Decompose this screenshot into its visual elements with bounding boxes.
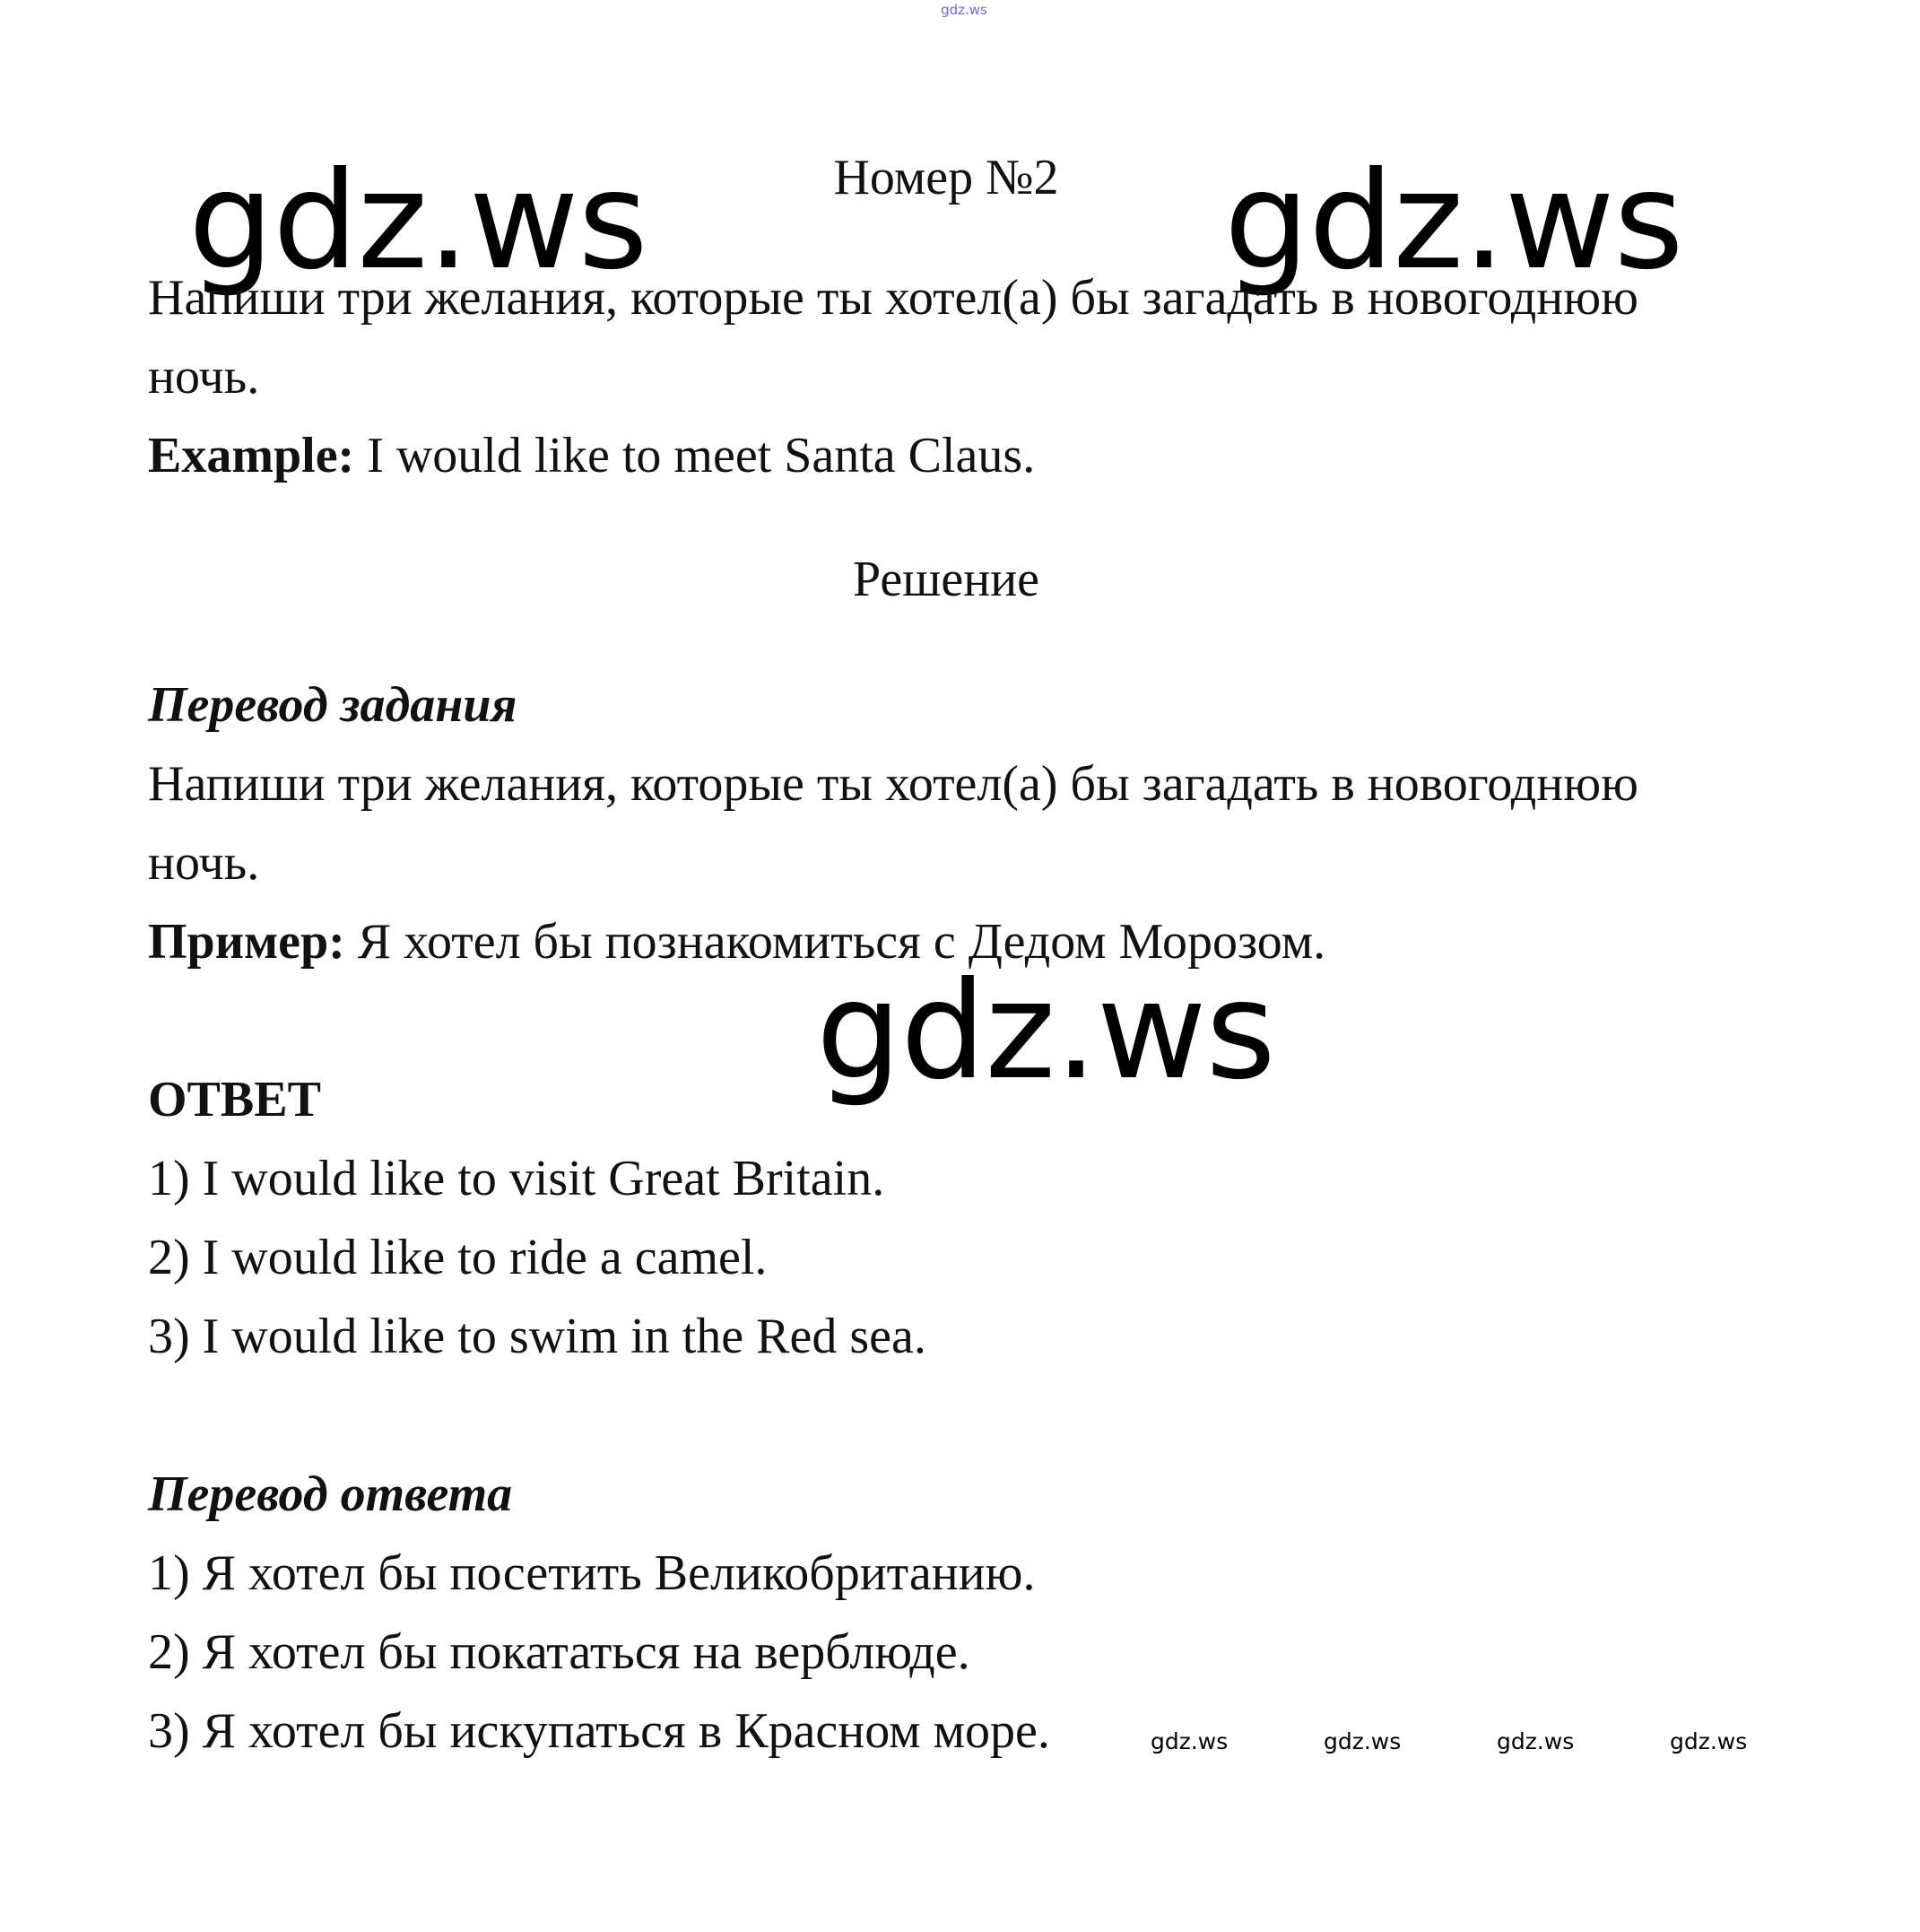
answer-item-1: 1) I would like to visit Great Britain. bbox=[148, 1151, 885, 1206]
task-example-label: Example: bbox=[148, 428, 355, 483]
task-translation-line-1: Напиши три желания, которые ты хотел(а) бы загадать в новогоднюю bbox=[148, 756, 1638, 812]
answer-translation-heading: Перевод ответа bbox=[148, 1466, 513, 1522]
page-title: Номер №2 bbox=[833, 150, 1059, 205]
watermark-small-1: gdz.ws bbox=[1151, 1728, 1229, 1754]
task-line-2: ночь. bbox=[148, 349, 260, 405]
watermark-big-right: gdz.ws bbox=[1224, 144, 1683, 300]
task-example bbox=[148, 427, 1035, 484]
watermark-small-4: gdz.ws bbox=[1670, 1728, 1748, 1754]
header-watermark: gdz.ws bbox=[941, 2, 987, 18]
answer-item-3: 3) I would like to swim in the Red sea. bbox=[148, 1309, 926, 1364]
task-translation-example-text: Я хотел бы познакомиться с Дедом Морозом. bbox=[344, 914, 1326, 970]
task-translation-line-2: ночь. bbox=[148, 835, 260, 891]
answer-translation-item-2: 2) Я хотел бы покататься на верблюде. bbox=[148, 1624, 970, 1680]
watermark-small-3: gdz.ws bbox=[1497, 1728, 1575, 1754]
answer-translation-item-3: 3) Я хотел бы искупаться в Красном море. bbox=[148, 1703, 1050, 1759]
task-translation-heading: Перевод задания bbox=[148, 677, 517, 733]
answer-translation-item-1: 1) Я хотел бы посетить Великобританию. bbox=[148, 1545, 1036, 1601]
task-example-text: I would like to meet Santa Claus. bbox=[354, 428, 1036, 483]
solution-heading: Решение bbox=[852, 552, 1040, 607]
watermark-big-center: gdz.ws bbox=[816, 953, 1275, 1110]
answer-item-2: 2) I would like to ride a camel. bbox=[148, 1230, 768, 1285]
watermark-small-2: gdz.ws bbox=[1324, 1728, 1402, 1754]
watermark-big-left: gdz.ws bbox=[188, 144, 647, 300]
task-translation-example-label: Пример: bbox=[148, 914, 345, 970]
answer-heading: ОТВЕТ bbox=[148, 1072, 321, 1127]
task-line-1: Напиши три желания, которые ты хотел(а) бы загадать в новогоднюю bbox=[148, 270, 1638, 326]
